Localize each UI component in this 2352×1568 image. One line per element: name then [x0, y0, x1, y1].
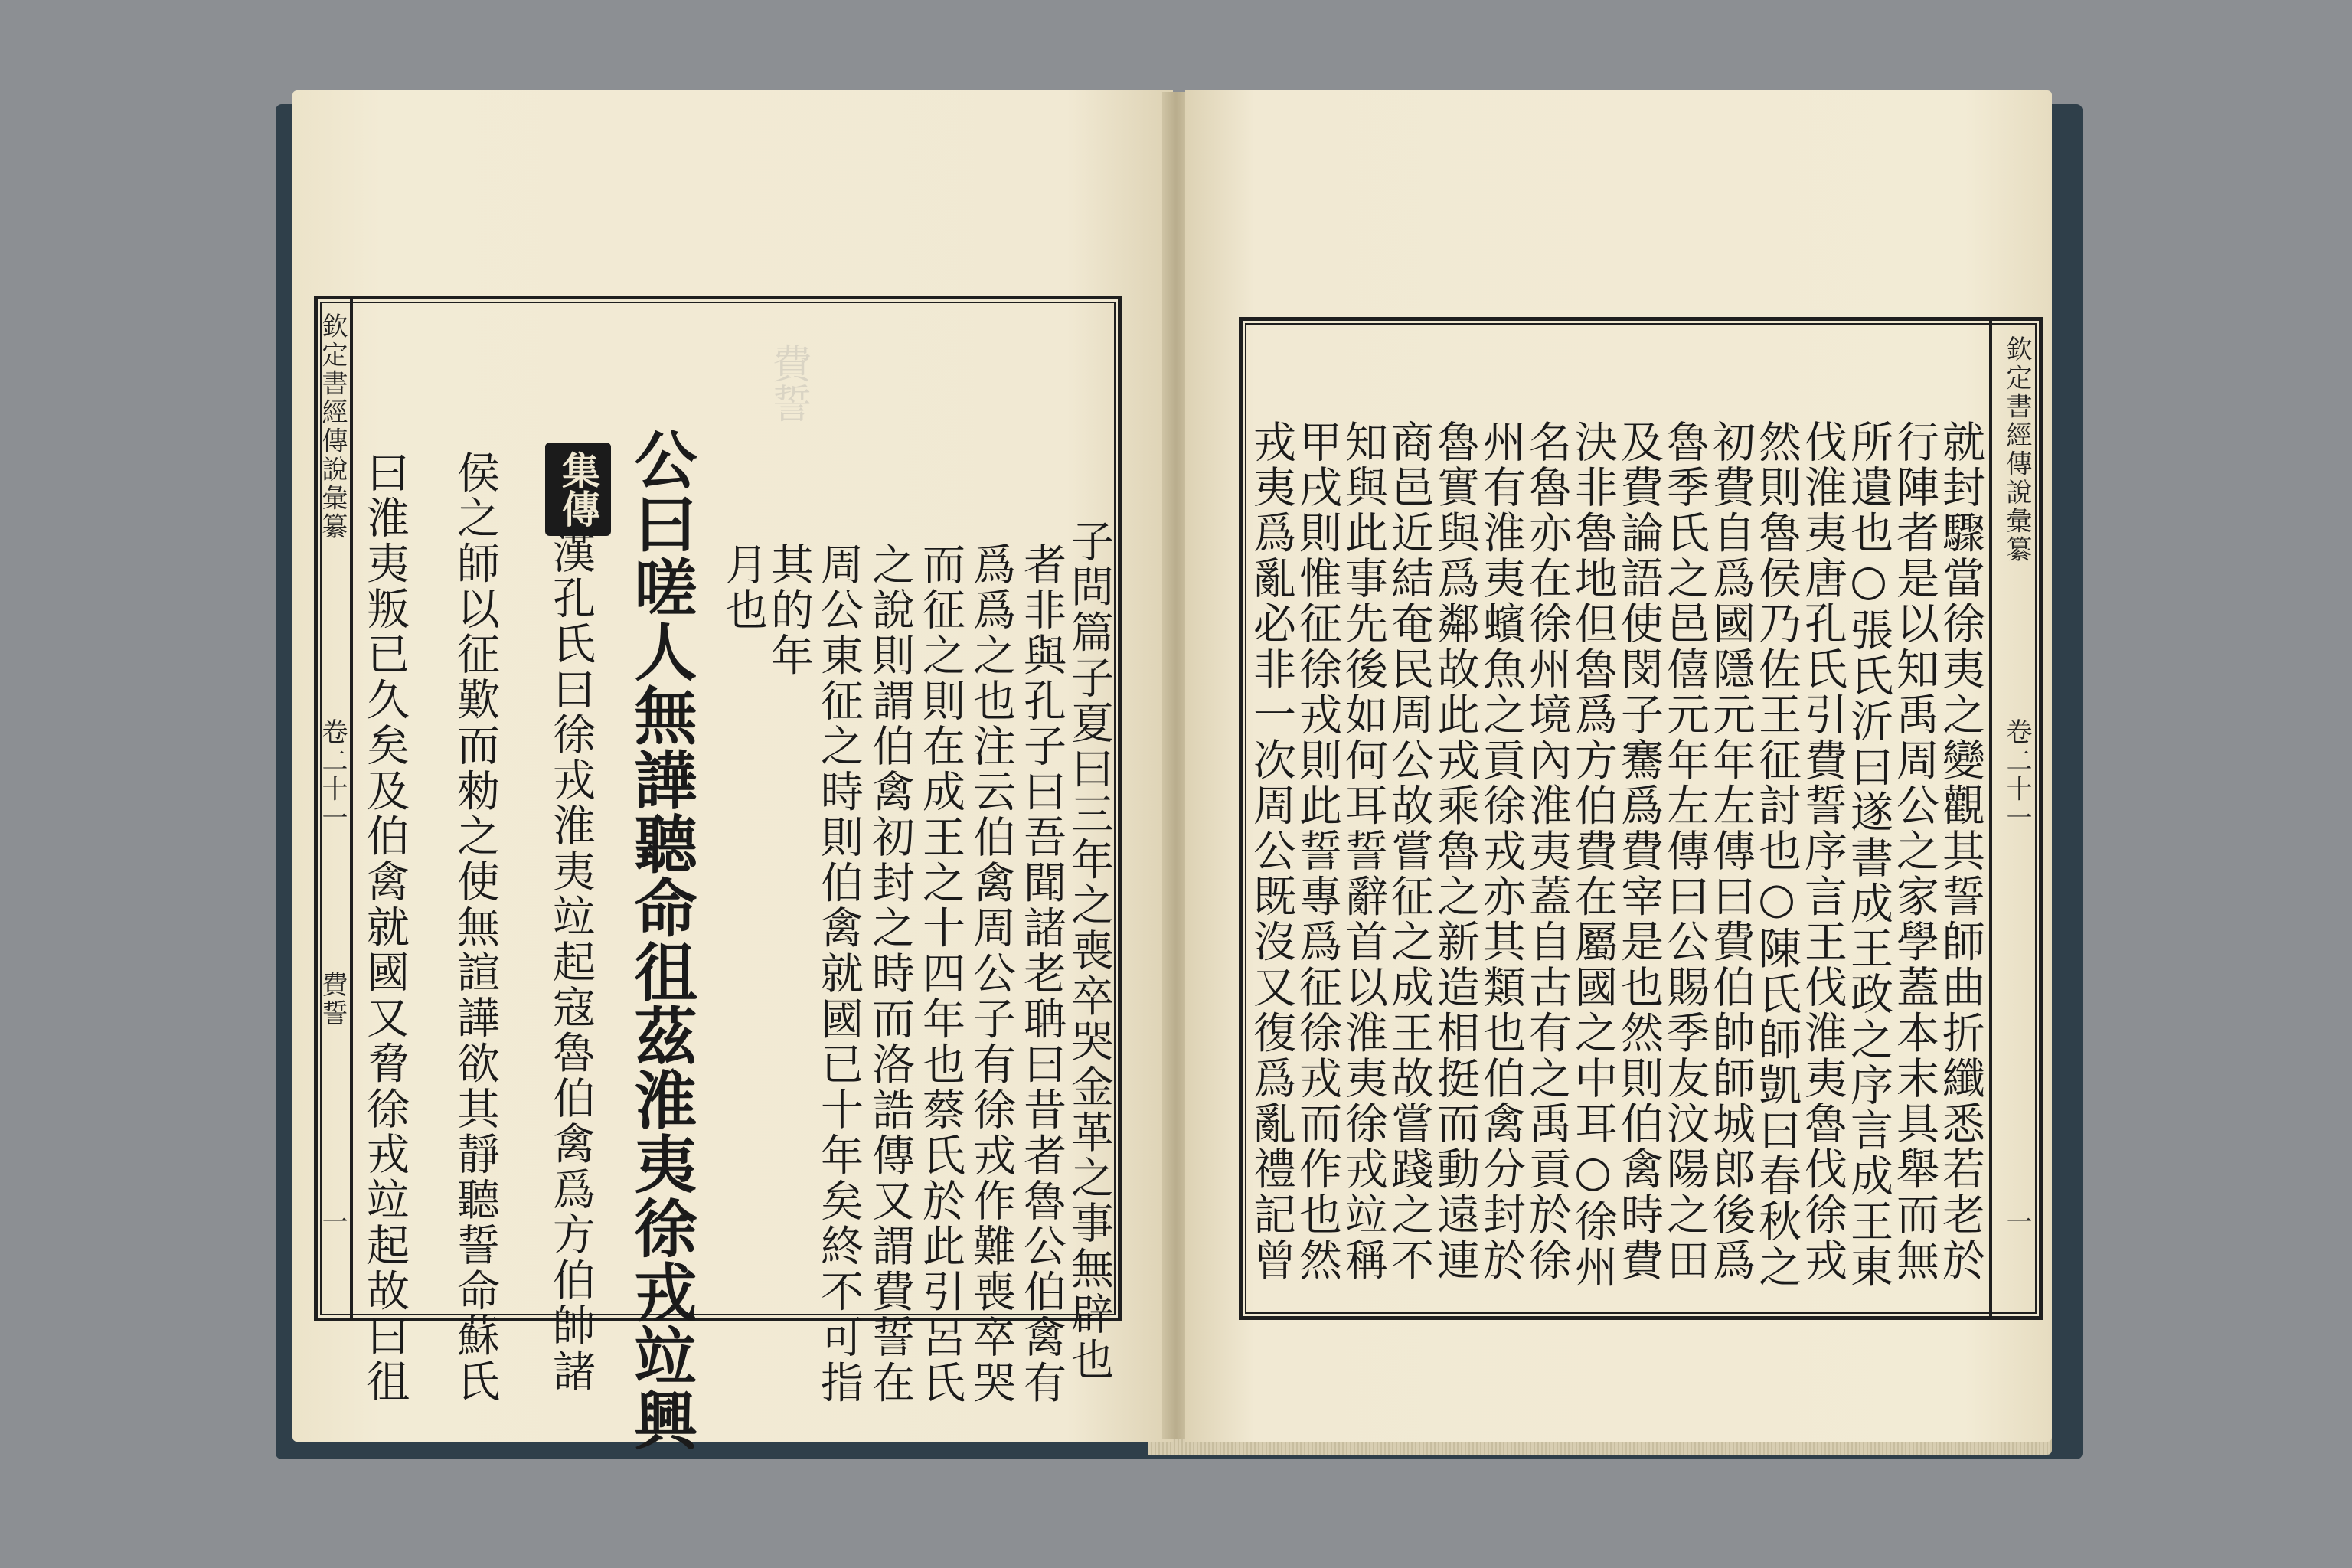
commentary-column-2: 侯之師以征歎而勑之使無諠譁欲其靜聽誓命蘇氏 [450, 450, 500, 1405]
right-margin-volume: 卷二十一 [2001, 718, 2032, 833]
show-through-text: 費誓 [765, 343, 811, 423]
right-text-column-10: 名魯亦在徐州境內淮夷蓋自古有之禹貢於徐 [1522, 420, 1572, 1283]
left-text-column-6: 周公東征之時則伯禽就國已十年矣終不可指 [814, 542, 864, 1406]
commentary-column-1: 漢孔氏曰徐戎淮夷竝起寇魯伯禽爲方伯帥諸 [546, 531, 596, 1394]
left-margin-chapter: 費誓 [317, 971, 348, 1028]
commentary-column-3: 曰淮夷叛已久矣及伯禽就國又脅徐戎竝起故曰徂 [360, 450, 410, 1405]
left-text-column-1: 子問篇子夏曰三年之喪卒哭金革之事無辟也 [1064, 519, 1114, 1383]
open-book [276, 84, 2082, 1462]
right-text-column-12: 魯實與爲鄰故此戎乘魯之新造相挺而動遠連 [1430, 420, 1480, 1283]
right-text-column-5: 然則魯侯乃佐王征討也○陳氏師凱曰春秋之 [1752, 420, 1802, 1290]
main-scripture-text: 公曰嗟人無譁聽命徂茲淮夷徐戎竝興 [624, 427, 697, 1452]
left-margin-folio: 一 [317, 1208, 348, 1237]
right-text-column-9: 決非魯地但魯爲方伯費在屬國之中耳○徐州 [1568, 420, 1618, 1290]
left-margin-title: 欽定書經傳說彙纂 [317, 312, 348, 542]
left-page [292, 90, 1173, 1452]
right-text-column-14: 知與此事先後如何耳誓辭首以淮夷徐戎竝稱 [1338, 420, 1388, 1283]
left-text-column-2: 者非與孔子曰吾聞諸老聃曰昔者魯公伯禽有 [1017, 542, 1067, 1406]
left-text-column-7: 其的年 [764, 542, 814, 679]
right-text-column-2: 行陣者是以知禹周公之家學蓋本末具舉而無 [1890, 420, 1939, 1283]
right-text-column-3: 所遺也○張氏沂曰遂書成王政之序言成王東 [1844, 420, 1893, 1290]
right-text-column-1: 就封驟當徐夷之變觀其誓師曲折纖悉若老於 [1936, 420, 1985, 1283]
right-text-column-15: 甲戌則惟征徐戎則此誓專爲征徐戎而作也然 [1292, 420, 1342, 1283]
left-text-column-3: 爲爲之也注云伯禽周公子有徐戎作難喪卒哭 [966, 542, 1016, 1406]
left-text-column-5: 之說則謂伯禽初封之時而洛誥傳又謂費誓在 [865, 542, 915, 1406]
jizhuan-label: 集傳 [545, 443, 611, 536]
right-text-column-11: 州有淮夷蠙魚之貢徐戎亦其類也伯禽分封於 [1476, 420, 1526, 1283]
left-text-column-4: 而征之則在成王之十四年也蔡氏於此引呂氏 [916, 542, 965, 1406]
right-page [1185, 90, 2052, 1442]
right-text-column-6: 初費自爲國隱元年左傳曰費伯帥師城郎後爲 [1706, 420, 1756, 1283]
right-text-column-7: 魯季氏之邑僖元年左傳曰公賜季友汶陽之田 [1660, 420, 1710, 1283]
right-text-column-16: 戎夷爲亂必非一次周公既沒又復爲亂禮記曾 [1246, 420, 1296, 1283]
margin-rule-right [1989, 317, 1992, 1320]
left-margin-volume: 卷二十一 [317, 718, 348, 833]
right-text-column-13: 商邑近結奄民周公故嘗征之成王故嘗踐之不 [1384, 420, 1434, 1283]
right-text-column-8: 及費論語使閔子騫爲費宰是也然則伯禽時費 [1614, 420, 1664, 1283]
right-text-column-4: 伐淮夷唐孔氏引費誓序言王伐淮夷魯伐徐戎 [1798, 420, 1847, 1283]
right-margin-title: 欽定書經傳說彙纂 [2001, 335, 2032, 565]
right-margin-folio: 一 [2001, 1208, 2032, 1237]
left-text-column-8: 月也 [718, 542, 768, 633]
